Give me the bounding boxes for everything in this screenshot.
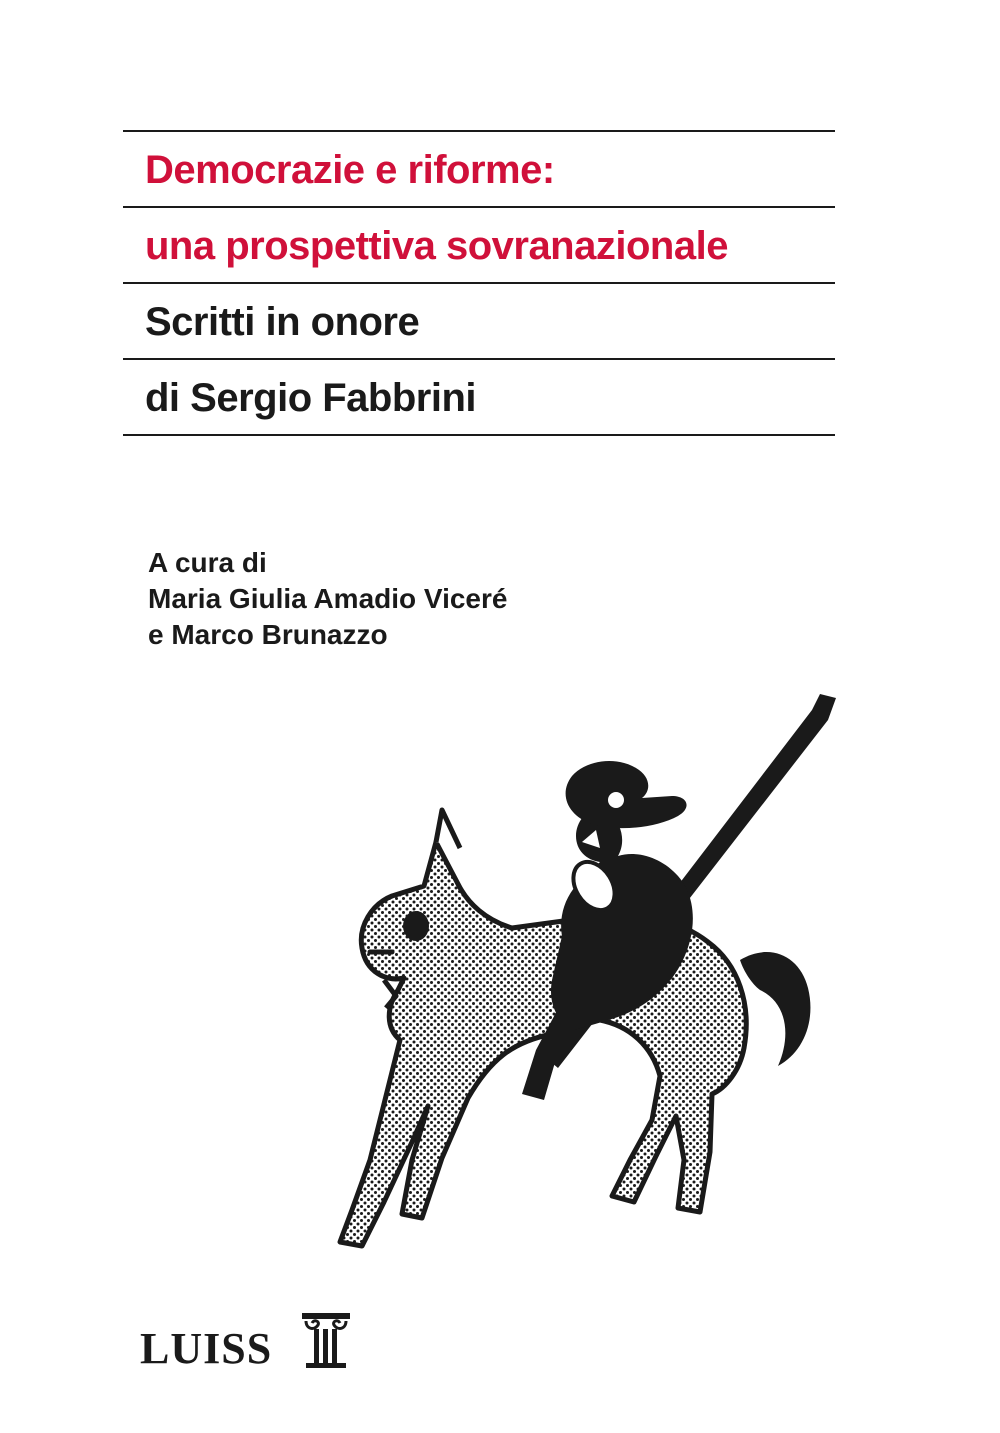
title-line-1: Democrazie e riforme:	[145, 148, 555, 192]
title-block	[123, 130, 835, 436]
subtitle-line-1: Scritti in onore	[145, 300, 420, 344]
don-quixote-on-horseback-illustration	[300, 690, 860, 1260]
ionic-column-icon	[300, 1309, 352, 1371]
editors-prefix: A cura di	[148, 547, 267, 578]
editors-block	[148, 545, 848, 652]
title-rule-bottom	[123, 434, 835, 436]
title-line-2: una prospettiva sovranazionale	[145, 224, 728, 268]
publisher-logo	[140, 1309, 352, 1371]
subtitle-line-2: di Sergio Fabbrini	[145, 376, 477, 420]
publisher-name: LUISS	[140, 1324, 273, 1373]
editor-name-1: Maria Giulia Amadio Viceré	[148, 582, 508, 614]
editor-name-2: e Marco Brunazzo	[148, 618, 388, 650]
